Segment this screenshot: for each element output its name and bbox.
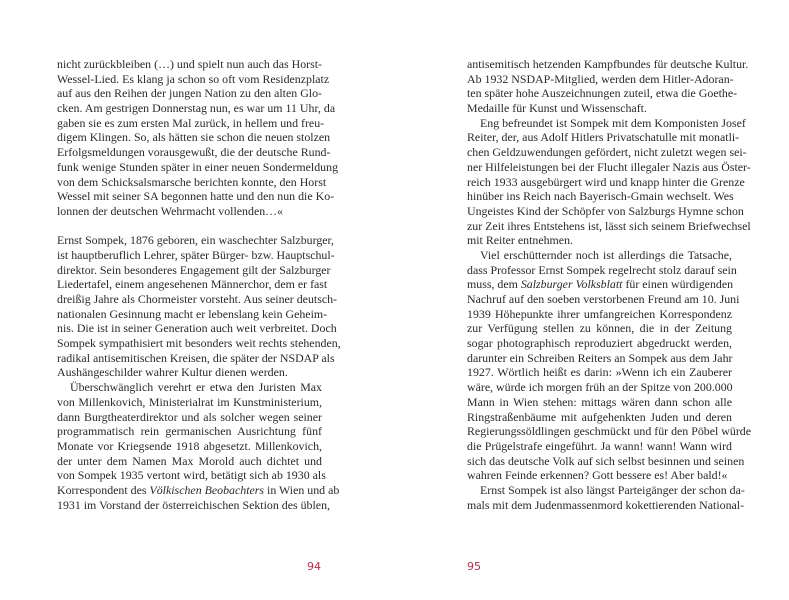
text-line: von dem Schicksalsmarsche berichten konnte, den Horst <box>57 174 327 189</box>
text-line: auf aus den Reihen der jungen Nation zu den alten Glo- <box>57 86 322 101</box>
text-line: reich 1933 ausgebürgert wird und knapp hinter die Grenze <box>467 174 745 189</box>
right-page-text <box>467 57 751 512</box>
page-number: 95 <box>467 560 481 573</box>
text-line: Liedertafel, einem angesehenen Männerchor, dem er fast <box>57 277 328 292</box>
text-line: Erfolgsmeldungen vorausgewußt, die der deutsche Rund- <box>57 145 331 160</box>
paragraph-gap <box>57 219 322 234</box>
text-line: hinüber ins Reich nach Bayerisch-Gmain wechselt. Wes <box>467 189 734 204</box>
page-number: 94 <box>307 560 321 573</box>
text-line: Ernst Sompek, 1876 geboren, ein waschechter Salzburger, <box>57 233 335 248</box>
paragraph <box>467 482 745 512</box>
text-line: nationalen Gesinnung macht er lebenslang kein Geheim- <box>57 306 328 321</box>
text-segment: für einen würdigenden <box>622 277 734 292</box>
text-line: darunter ein Schreiben Reiters an Sompek aus dem Jahr <box>467 350 733 365</box>
text-line: Überschwänglich verehrt er etwa den Juristen Max <box>70 380 322 395</box>
text-line: Viel erschütternder noch ist allerdings die Tatsache, <box>480 247 732 262</box>
text-line: Aushängeschilder wahrer Kultur dienen werden. <box>57 365 288 380</box>
text-line: der unter dem Namen Max Morold auch dichtet und <box>57 453 322 468</box>
text-line: lonnen der deutschen Wehrmacht vollenden…« <box>57 203 283 218</box>
text-line: Wessel mit seiner SA begonnen hatte und den nun die Ko- <box>57 189 335 204</box>
text-line: 1931 im Vorstand der österreichischen Sektion des üblen, <box>57 497 330 512</box>
text-line: Ab 1932 NSDAP-Mitglied, werden dem Hitler-Adoran- <box>467 71 734 86</box>
paragraph <box>467 57 749 116</box>
text-line: radikal antisemitischen Kreisen, die später der NSDAP als <box>57 350 335 365</box>
text-line: funk wenige Stunden später in einer neuen Sondermeldung <box>57 159 339 174</box>
text-line: antisemitisch hetzenden Kampfbundes für deutsche Kultur. <box>467 57 749 71</box>
text-line: ist hauptberuflich Lehrer, später Bürger- bzw. Hauptschul- <box>57 247 335 262</box>
text-line: gaben sie es zum ersten Mal zurück, in hellem und freu- <box>57 115 325 130</box>
text-line: sogar photographisch reproduziert abgedruckt werden, <box>467 336 732 351</box>
paragraph <box>467 247 751 483</box>
text-line: wäre, würde ich morgen früh an der Spitze von 200.000 <box>467 380 733 395</box>
text-line: Medaille für Kunst und Wissenschaft. <box>467 101 647 116</box>
text-line: Sompek sympathisiert mit besonders weit rechts stehenden, <box>57 336 341 351</box>
text-line: Ernst Sompek ist also längst Parteigänger der schon da- <box>480 482 745 497</box>
text-line: mals mit dem Judenmassenmord kokettierenden National- <box>467 497 745 512</box>
text-segment: in Wien und ab <box>264 482 340 497</box>
left-page <box>0 0 394 600</box>
text-segment: muss, dem <box>467 277 521 292</box>
text-line: cken. Am gestrigen Donnerstag nun, es war um 11 Uhr, da <box>57 101 336 116</box>
italic-title: Völkischen Beobachters <box>149 482 265 497</box>
italic-title: Salzburger Volksblatt <box>520 277 623 292</box>
right-page <box>395 0 789 600</box>
text-line: Reiter, der, aus Adolf Hitlers Privatschatulle mit monatli- <box>467 130 740 145</box>
text-line <box>467 277 732 292</box>
text-line: Ungeistes Kind der Schöpfer von Salzburgs Hymne schon <box>467 203 744 218</box>
text-line: Monate vor Kriegsende 1918 abgesetzt. Millenkovich, <box>57 438 322 453</box>
text-line <box>57 482 340 498</box>
text-line: Ringstraßenbäume mit aufgehenkten Juden und deren <box>467 409 732 424</box>
text-line: dass Professor Ernst Sompek regelrecht stolz darauf sein <box>467 262 737 277</box>
text-line: zur Zeit ihres Entstehens ist, lässt sich seinem Briefwechsel <box>467 218 751 233</box>
text-line: dann Burgtheaterdirektor und als solcher wegen seiner <box>57 409 322 424</box>
text-segment: Korrespondent des <box>57 482 150 497</box>
paragraph <box>57 57 339 219</box>
left-page-text <box>57 57 341 512</box>
text-line: zur Verfügung stellen zu können, die in der Zeitung <box>467 321 732 336</box>
text-line: sich das deutsche Volk auf sich selbst besinnen und seinen <box>467 453 745 468</box>
text-line: mit Reiter entnehmen. <box>467 233 573 248</box>
text-line: von Sompek 1935 vertont wird, betätigt sich ab 1930 als <box>57 468 326 483</box>
text-line: ten später hohe Auszeichnungen zuteil, etwa die Goethe- <box>467 86 738 101</box>
text-line: Nachruf auf den soeben verstorbenen Freund am 10. Juni <box>467 292 740 306</box>
text-line: Mann in Wien stehen: mittags wären dann schon alle <box>467 394 732 409</box>
text-line: 1939 Höhepunkte ihrer umfangreichen Korrespondenz <box>467 306 732 321</box>
text-line: nis. Die ist in seiner Generation auch weit verbreitet. Doch <box>57 321 337 336</box>
text-line: Wessel-Lied. Es klang ja schon so oft vom Residenzplatz <box>57 71 330 86</box>
text-line: wahren Feinde erkennen? Gott bessere es! Aber bald!« <box>467 468 728 483</box>
text-line: direktor. Sein besonderes Engagement gilt der Salzburger <box>57 262 331 277</box>
text-line: Eng befreundet ist Sompek mit dem Komponisten Josef <box>480 115 746 130</box>
text-line: 1927. Wörtlich heißt es darin: »Wenn ich ein Zauberer <box>467 365 732 380</box>
paragraph <box>57 233 341 380</box>
text-line: von Millenkovich, Ministerialrat im Kunstministerium, <box>57 394 322 409</box>
text-line: digem Klingen. So, als hätten sie schon die neuen stolzen <box>57 130 331 145</box>
paragraph <box>57 380 340 512</box>
text-line: dreißig Jahre als Chormeister vorsteht. Aus seiner deutsch- <box>57 292 338 306</box>
text-line: ner Hilfeleistungen bei der Flucht illegaler Nazis aus Öster- <box>467 159 751 174</box>
text-line: programmatisch rein germanischen Ausrichtung fünf <box>57 424 322 439</box>
text-line: die Prügelstrafe eingeführt. Ja wann! wann! Wann wird <box>467 438 732 453</box>
text-line: nicht zurückbleiben (…) und spielt nun auch das Horst- <box>57 57 322 71</box>
paragraph <box>467 115 751 248</box>
text-line: chen Geldzuwendungen gefördert, nicht zuletzt wegen sei- <box>467 145 747 160</box>
text-line: Regierungssöldlingen geschmückt und für den Pöbel würde <box>467 424 751 439</box>
